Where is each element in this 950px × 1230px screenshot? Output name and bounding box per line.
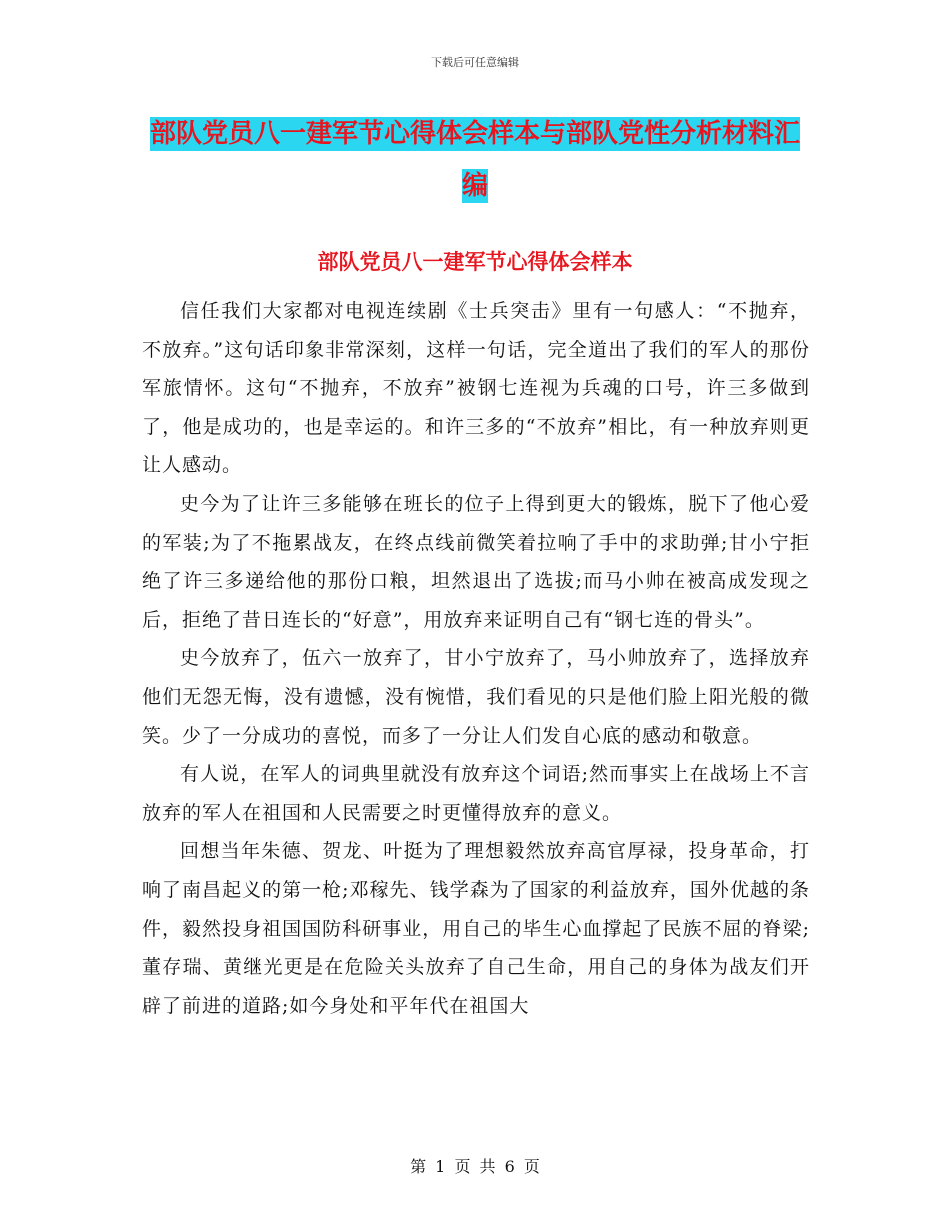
document-title — [150, 108, 800, 212]
page-number-footer: 第 1 页 共 6 页 — [410, 1157, 540, 1176]
paragraph: 回想当年朱德、贺龙、叶挺为了理想毅然放弃高官厚禄，投身革命，打响了南昌起义的第一枪;邓稼先、钱学森为了国家的利益放弃，国外优越的条件，毅然投身祖国国防科研事业，用自己的毕生心血撑起了民族不屈的脊梁;董存瑞、黄继光更是在危险关头放弃了自己生命，用自己的身体为战友们开辟了前进的道路;如今身处和平年代在祖国大 — [142, 840, 810, 1017]
paragraph: 史今为了让许三多能够在班长的位子上得到更大的锻炼，脱下了他心爱的军装;为了不拖累战友，在终点线前微笑着拉响了手中的求助弹;甘小宁拒绝了许三多递给他的那份口粮，坦然退出了选拔;而马小帅在被高成发现之后，拒绝了昔日连长的“好意”，用放弃来证明自己有“钢七连的骨头”。 — [142, 492, 810, 631]
section-title: 部队党员八一建军节心得体会样本 — [317, 250, 633, 274]
paragraph: 史今放弃了，伍六一放弃了，甘小宁放弃了，马小帅放弃了，选择放弃他们无怨无悔，没有遗憾，没有惋惜，我们看见的只是他们脸上阳光般的微笑。少了一分成功的喜悦，而多了一分让人们发自心底的感动和敬意。 — [142, 647, 810, 747]
paragraph: 信任我们大家都对电视连续剧《士兵突击》里有一句感人：“不抛弃，不放弃。”这句话印象非常深刻，这样一句话，完全道出了我们的军人的那份军旅情怀。这句“不抛弃，不放弃”被钢七连视为兵魂的口号，许三多做到了，他是成功的，也是幸运的。和许三多的“不放弃”相比，有一种放弃则更让人感动。 — [142, 300, 810, 477]
document-title-text: 部队党员八一建军节心得体会样本与部队党性分析材料汇编 — [150, 119, 801, 201]
paragraph: 有人说，在军人的词典里就没有放弃这个词语;然而事实上在战场上不言放弃的军人在祖国和人民需要之时更懂得放弃的意义。 — [142, 763, 810, 824]
page-header-note: 下载后可任意编辑 — [431, 56, 519, 69]
document-body — [142, 292, 810, 1025]
